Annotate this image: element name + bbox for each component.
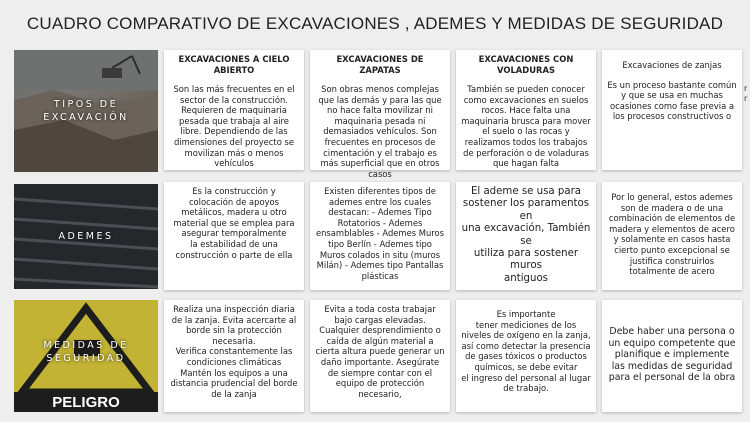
card-zanjas — [602, 50, 742, 170]
excavation-photo — [14, 50, 158, 172]
card-body: Debe haber una persona o un equipo competente que planifique e implemente las medidas de seguridad para el personal de la obra — [608, 326, 736, 384]
row-label-tipos-excavacion: TIPOS DE EXCAVACIÓN — [43, 99, 129, 123]
card-body: Realiza una inspección diaria de la zanja. Evita acercarte al borde sin la protección necesaria. Verifica constantemente las condiciones climáticas Mantén los equipos a una distancia prudencial del borde de la zanja — [170, 304, 298, 399]
card-header: EXCAVACIONES DE ZAPATAS — [336, 54, 424, 75]
overflow-text: r r — [744, 84, 748, 103]
card-mediciones-oxigeno — [456, 300, 596, 412]
row-label-ademes: ADEMES — [58, 231, 114, 242]
card-header: EXCAVACIONES CON VOLADURAS — [478, 54, 574, 75]
peligro-sign-text: PELIGRO — [52, 394, 120, 411]
card-body: Existen diferentes tipos de ademes entre los cuales destacan: - Ademes Tipo Rotatorios - Ademes ensamblables - Ademes Muros tipo Berlín - Ademes tipo Muros colados in situ (muros Milán) - Ademes tipo Pantallas plásticas — [315, 186, 445, 281]
card-header: EXCAVACIONES A CIELO ABIERTO — [178, 54, 290, 75]
card-header: Excavaciones de zanjas — [622, 60, 722, 70]
ademes-photo — [14, 184, 158, 289]
card-voladuras — [456, 50, 596, 170]
card-body: El ademe se usa para sostener los paramentos en una excavación, También se utiliza para sostener muros antiguos — [461, 186, 591, 284]
card-body: Es importante tener mediciones de los niveles de oxígeno en la zanja, así como detectar la presencia de gases tóxicos o productos químicos, se debe evitar el ingreso del personal al lugar de trabajo. — [461, 309, 591, 394]
card-body: Son las más frecuentes en el sector de la construcción. Requieren de maquinaria pesada que trabaja al aire libre. Dependiendo de las dimensiones del proyecto se movilizan más o menos vehículos — [173, 84, 295, 169]
card-body: Por lo general, estos ademes son de madera o de una combinación de elementos de madera y elementos de acero y solamente en casos hasta cierto punto excepcional se justifica construirlos totalmente de acero — [608, 192, 736, 277]
card-body: Es un proceso bastante común y que se usa en muchas ocasiones como fase previa a los procesos constructivos o — [607, 79, 737, 122]
peligro-sign-image — [14, 300, 158, 412]
card-cielo-abierto — [164, 50, 304, 170]
card-ademe-tipos — [310, 182, 450, 290]
page-title: CUADRO COMPARATIVO DE EXCAVACIONES , ADEMES Y MEDIDAS DE SEGURIDAD — [26, 14, 724, 33]
card-body: Son obras menos complejas que las demás y para las que no hace falta movilizar ni maquinaria pesada ni demasiados vehículos. Son frecuentes en procesos de cimentación y el trabajo es más superficial que en otros casos — [318, 84, 442, 179]
card-ademe-definicion — [164, 182, 304, 290]
card-body: También se pueden conocer como excavaciones en suelos rocos. Hace falta una maquinaria brusca para mover el suelo o las rocas y realizamos todos los trabajos de perforación o de voladuras que hagan falta — [461, 84, 591, 169]
card-zapatas — [310, 50, 450, 179]
card-body: Es la construcción y colocación de apoyos metálicos, madera u otro material que se emplea para asegurar temporalmente la estabilidad de una construcción o parte de ella — [173, 186, 295, 260]
card-cargas-elevadas — [310, 300, 450, 412]
card-body: Evita a toda costa trabajar bajo cargas elevadas. Cualquier desprendimiento o caída de algún material a cierta altura puede generar un daño importante. Asegúrate de siempre contar con el equipo de protección necesario, — [315, 304, 445, 399]
card-inspeccion-zanja — [164, 300, 304, 412]
row-label-medidas-seguridad: MEDIDAS DE SEGURIDAD — [43, 340, 129, 364]
card-ademe-uso — [456, 182, 596, 290]
card-persona-competente — [602, 300, 742, 412]
card-ademe-materiales — [602, 182, 742, 290]
